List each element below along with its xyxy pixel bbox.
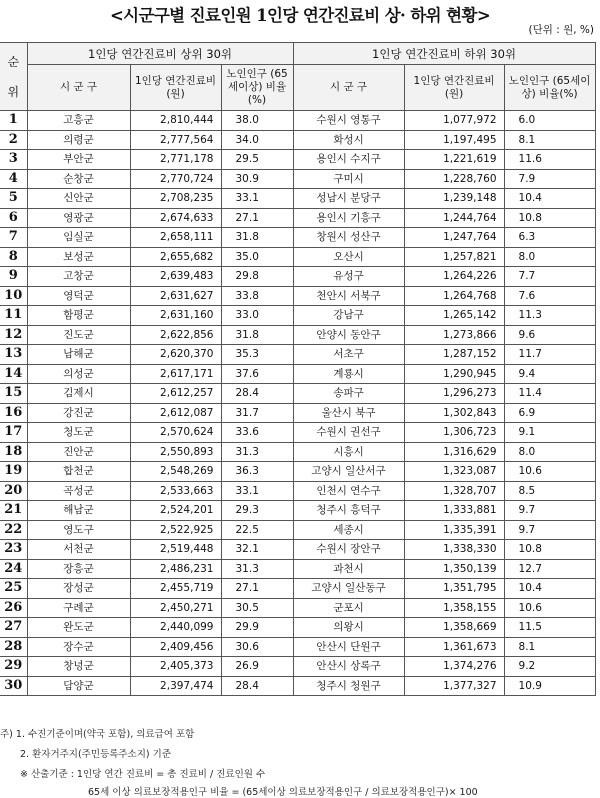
bottom-ratio-cell: 11.3 [504, 306, 595, 326]
top-ratio-cell: 33.6 [221, 423, 293, 443]
top-region-cell: 장성군 [27, 579, 130, 599]
bottom-cost-cell: 1,287,152 [404, 345, 504, 365]
top-cost-cell: 2,771,178 [130, 150, 221, 170]
bottom-region-cell: 수원시 권선구 [293, 423, 404, 443]
bottom-region-cell: 구미시 [293, 169, 404, 189]
table-row [0, 462, 595, 482]
rank-cell: 28 [0, 637, 27, 657]
bottom-ratio-cell: 6.0 [504, 111, 595, 131]
bottom-group-header: 1인당 연간진료비 하위 30위 [293, 43, 595, 65]
top-cost-cell: 2,440,099 [130, 618, 221, 638]
table-row [0, 208, 595, 228]
rank-cell: 20 [0, 481, 27, 501]
bottom-ratio-cell: 10.6 [504, 598, 595, 618]
rank-cell: 26 [0, 598, 27, 618]
top-cost-cell: 2,658,111 [130, 228, 221, 248]
top-region-cell: 완도군 [27, 618, 130, 638]
top-cost-cell: 2,617,171 [130, 364, 221, 384]
top-ratio-cell: 31.3 [221, 442, 293, 462]
bottom-cost-cell: 1,306,723 [404, 423, 504, 443]
top-ratio-cell: 35.0 [221, 247, 293, 267]
top-region-cell: 고흥군 [27, 111, 130, 131]
top-region-cell: 장흥군 [27, 559, 130, 579]
bottom-region-cell: 시흥시 [293, 442, 404, 462]
bottom-region-cell: 인천시 연수구 [293, 481, 404, 501]
bottom-region-cell: 계룡시 [293, 364, 404, 384]
top-region-cell: 장수군 [27, 637, 130, 657]
top-region-cell: 의성군 [27, 364, 130, 384]
bottom-region-cell: 고양시 일산동구 [293, 579, 404, 599]
bottom-cost-cell: 1,335,391 [404, 520, 504, 540]
table-row [0, 676, 595, 696]
footnote-2: 2. 환자거주지(주민등록주소지) 기준 [20, 749, 171, 760]
bottom-ratio-cell: 11.5 [504, 618, 595, 638]
bottom-ratio-cell: 8.1 [504, 130, 595, 150]
bottom-ratio-cell: 6.3 [504, 228, 595, 248]
bottom-ratio-cell: 7.9 [504, 169, 595, 189]
top-ratio-cell: 28.4 [221, 384, 293, 404]
bottom-ratio-cell: 8.0 [504, 247, 595, 267]
top-ratio-cell: 30.9 [221, 169, 293, 189]
bottom-cost-cell: 1,333,881 [404, 501, 504, 521]
top-cost-cell: 2,770,724 [130, 169, 221, 189]
top-group-header: 1인당 연간진료비 상위 30위 [27, 43, 293, 65]
top-region-cell: 창녕군 [27, 657, 130, 677]
bottom-ratio-cell: 6.9 [504, 403, 595, 423]
top-region-cell: 영도구 [27, 520, 130, 540]
top-ratio-cell: 29.5 [221, 150, 293, 170]
table-row [0, 598, 595, 618]
top-region-header: 시 군 구 [27, 65, 130, 111]
bottom-cost-header: 1인당 연간진료비 (원) [404, 65, 504, 111]
unit-label: (단위 : 원, %) [528, 24, 594, 36]
bottom-cost-cell: 1,302,843 [404, 403, 504, 423]
bottom-ratio-cell: 10.8 [504, 540, 595, 560]
page-title: <시군구별 진료인원 1인당 연간진료비 상· 하위 현황> [109, 6, 491, 25]
top-region-cell: 함평군 [27, 306, 130, 326]
top-region-cell: 남해군 [27, 345, 130, 365]
top-ratio-cell: 33.1 [221, 481, 293, 501]
ranking-table [0, 42, 596, 696]
rank-cell: 11 [0, 306, 27, 326]
table-row [0, 286, 595, 306]
bottom-region-cell: 용인시 기흥구 [293, 208, 404, 228]
rank-cell: 1 [0, 111, 27, 131]
top-ratio-cell: 31.7 [221, 403, 293, 423]
table-row [0, 111, 595, 131]
bottom-region-cell: 안산시 상록구 [293, 657, 404, 677]
top-region-cell: 진도군 [27, 325, 130, 345]
top-ratio-cell: 27.1 [221, 579, 293, 599]
rank-cell: 21 [0, 501, 27, 521]
rank-cell: 10 [0, 286, 27, 306]
top-region-cell: 부안군 [27, 150, 130, 170]
rank-cell: 17 [0, 423, 27, 443]
rank-cell: 9 [0, 267, 27, 287]
bottom-cost-cell: 1,351,795 [404, 579, 504, 599]
table-row [0, 618, 595, 638]
bottom-cost-cell: 1,221,619 [404, 150, 504, 170]
bottom-cost-cell: 1,377,327 [404, 676, 504, 696]
top-ratio-cell: 32.1 [221, 540, 293, 560]
top-cost-cell: 2,409,456 [130, 637, 221, 657]
top-ratio-cell: 36.3 [221, 462, 293, 482]
bottom-region-cell: 강남구 [293, 306, 404, 326]
top-cost-cell: 2,455,719 [130, 579, 221, 599]
table-row [0, 247, 595, 267]
bottom-cost-cell: 1,239,148 [404, 189, 504, 209]
top-ratio-cell: 29.8 [221, 267, 293, 287]
bottom-cost-cell: 1,374,276 [404, 657, 504, 677]
bottom-ratio-cell: 10.4 [504, 189, 595, 209]
table-row [0, 364, 595, 384]
table-row [0, 306, 595, 326]
table-row [0, 481, 595, 501]
rank-cell: 5 [0, 189, 27, 209]
top-cost-cell: 2,612,257 [130, 384, 221, 404]
footnote-3: ※ 산출기준 : 1인당 연간 진료비 = 총 진료비 / 진료인원 수 [20, 769, 266, 780]
top-ratio-cell: 29.3 [221, 501, 293, 521]
top-ratio-cell: 30.5 [221, 598, 293, 618]
bottom-region-header: 시 군 구 [293, 65, 404, 111]
top-cost-cell: 2,405,373 [130, 657, 221, 677]
top-cost-cell: 2,548,269 [130, 462, 221, 482]
top-cost-cell: 2,519,448 [130, 540, 221, 560]
bottom-ratio-cell: 8.0 [504, 442, 595, 462]
bottom-cost-cell: 1,247,764 [404, 228, 504, 248]
bottom-cost-cell: 1,350,139 [404, 559, 504, 579]
top-cost-cell: 2,631,627 [130, 286, 221, 306]
bottom-region-cell: 울산시 북구 [293, 403, 404, 423]
table-row [0, 559, 595, 579]
bottom-region-cell: 용인시 수지구 [293, 150, 404, 170]
table-row [0, 169, 595, 189]
top-ratio-cell: 35.3 [221, 345, 293, 365]
rank-cell: 6 [0, 208, 27, 228]
bottom-region-cell: 청주시 흥덕구 [293, 501, 404, 521]
table-row [0, 579, 595, 599]
bottom-cost-cell: 1,273,866 [404, 325, 504, 345]
top-ratio-cell: 27.1 [221, 208, 293, 228]
bottom-region-cell: 수원시 영통구 [293, 111, 404, 131]
rank-cell: 23 [0, 540, 27, 560]
bottom-ratio-cell: 11.6 [504, 150, 595, 170]
top-cost-cell: 2,397,474 [130, 676, 221, 696]
table-row [0, 637, 595, 657]
top-ratio-cell: 33.8 [221, 286, 293, 306]
footnote-1: 주) 1. 수진기준이며(약국 포함), 의료급여 포함 [0, 729, 195, 740]
top-region-cell: 곡성군 [27, 481, 130, 501]
bottom-region-cell: 송파구 [293, 384, 404, 404]
table-row [0, 540, 595, 560]
top-region-cell: 구례군 [27, 598, 130, 618]
table-row [0, 501, 595, 521]
bottom-ratio-cell: 10.8 [504, 208, 595, 228]
top-cost-cell: 2,622,856 [130, 325, 221, 345]
bottom-ratio-cell: 10.4 [504, 579, 595, 599]
bottom-cost-cell: 1,316,629 [404, 442, 504, 462]
top-ratio-cell: 31.3 [221, 559, 293, 579]
top-ratio-cell: 34.0 [221, 130, 293, 150]
top-ratio-cell: 38.0 [221, 111, 293, 131]
top-cost-cell: 2,639,483 [130, 267, 221, 287]
bottom-region-cell: 세종시 [293, 520, 404, 540]
top-cost-cell: 2,524,201 [130, 501, 221, 521]
table-row [0, 384, 595, 404]
top-ratio-cell: 28.4 [221, 676, 293, 696]
bottom-ratio-cell: 8.5 [504, 481, 595, 501]
top-cost-cell: 2,522,925 [130, 520, 221, 540]
table-row [0, 345, 595, 365]
rank-cell: 27 [0, 618, 27, 638]
top-region-cell: 서천군 [27, 540, 130, 560]
top-region-cell: 김제시 [27, 384, 130, 404]
bottom-ratio-cell: 9.7 [504, 520, 595, 540]
table-row [0, 189, 595, 209]
rank-cell: 2 [0, 130, 27, 150]
top-region-cell: 의령군 [27, 130, 130, 150]
rank-cell: 12 [0, 325, 27, 345]
top-ratio-cell: 31.8 [221, 228, 293, 248]
table-row [0, 130, 595, 150]
top-cost-cell: 2,810,444 [130, 111, 221, 131]
top-ratio-header: 노인인구 (65세이상) 비율(%) [221, 65, 293, 111]
top-ratio-cell: 33.0 [221, 306, 293, 326]
table-row [0, 442, 595, 462]
rank-cell: 4 [0, 169, 27, 189]
bottom-ratio-cell: 10.9 [504, 676, 595, 696]
rank-cell: 16 [0, 403, 27, 423]
bottom-cost-cell: 1,296,273 [404, 384, 504, 404]
bottom-cost-cell: 1,244,764 [404, 208, 504, 228]
bottom-ratio-cell: 9.6 [504, 325, 595, 345]
top-cost-cell: 2,612,087 [130, 403, 221, 423]
bottom-ratio-cell: 7.7 [504, 267, 595, 287]
top-cost-cell: 2,708,235 [130, 189, 221, 209]
bottom-region-cell: 오산시 [293, 247, 404, 267]
top-cost-cell: 2,674,633 [130, 208, 221, 228]
rank-cell: 25 [0, 579, 27, 599]
table-row [0, 520, 595, 540]
rank-cell: 18 [0, 442, 27, 462]
table-row [0, 267, 595, 287]
rank-cell: 14 [0, 364, 27, 384]
top-cost-cell: 2,655,682 [130, 247, 221, 267]
top-region-cell: 보성군 [27, 247, 130, 267]
bottom-cost-cell: 1,358,669 [404, 618, 504, 638]
bottom-cost-cell: 1,338,330 [404, 540, 504, 560]
bottom-cost-cell: 1,257,821 [404, 247, 504, 267]
bottom-region-cell: 창원시 성산구 [293, 228, 404, 248]
rank-cell: 29 [0, 657, 27, 677]
table-row [0, 228, 595, 248]
top-region-cell: 신안군 [27, 189, 130, 209]
top-region-cell: 영덕군 [27, 286, 130, 306]
bottom-cost-cell: 1,077,972 [404, 111, 504, 131]
bottom-region-cell: 유성구 [293, 267, 404, 287]
top-cost-cell: 2,550,893 [130, 442, 221, 462]
top-region-cell: 담양군 [27, 676, 130, 696]
top-cost-header: 1인당 연간진료비 (원) [130, 65, 221, 111]
rank-cell: 7 [0, 228, 27, 248]
bottom-ratio-cell: 9.4 [504, 364, 595, 384]
bottom-ratio-cell: 12.7 [504, 559, 595, 579]
bottom-cost-cell: 1,264,226 [404, 267, 504, 287]
bottom-region-cell: 의왕시 [293, 618, 404, 638]
top-ratio-cell: 37.6 [221, 364, 293, 384]
bottom-ratio-cell: 9.1 [504, 423, 595, 443]
rank-cell: 13 [0, 345, 27, 365]
top-ratio-cell: 29.9 [221, 618, 293, 638]
top-region-cell: 임실군 [27, 228, 130, 248]
bottom-ratio-cell: 11.4 [504, 384, 595, 404]
bottom-region-cell: 안양시 동안구 [293, 325, 404, 345]
bottom-ratio-cell: 9.7 [504, 501, 595, 521]
top-region-cell: 순창군 [27, 169, 130, 189]
table-body [0, 111, 595, 696]
rank-cell: 19 [0, 462, 27, 482]
bottom-region-cell: 수원시 장안구 [293, 540, 404, 560]
bottom-ratio-cell: 11.7 [504, 345, 595, 365]
table-row [0, 423, 595, 443]
top-ratio-cell: 26.9 [221, 657, 293, 677]
top-region-cell: 영광군 [27, 208, 130, 228]
top-region-cell: 강진군 [27, 403, 130, 423]
rank-cell: 30 [0, 676, 27, 696]
footnote-4: 65세 이상 의료보장적용인구 비율 = (65세이상 의료보장적용인구 / 의료보장적용인구)× 100 [88, 787, 478, 798]
bottom-ratio-cell: 8.1 [504, 637, 595, 657]
bottom-cost-cell: 1,197,495 [404, 130, 504, 150]
rank-cell: 15 [0, 384, 27, 404]
bottom-cost-cell: 1,328,707 [404, 481, 504, 501]
bottom-cost-cell: 1,228,760 [404, 169, 504, 189]
top-cost-cell: 2,570,624 [130, 423, 221, 443]
top-cost-cell: 2,486,231 [130, 559, 221, 579]
bottom-ratio-header: 노인인구 (65세이상) 비율(%) [504, 65, 595, 111]
bottom-region-cell: 군포시 [293, 598, 404, 618]
bottom-region-cell: 성남시 분당구 [293, 189, 404, 209]
rank-cell: 3 [0, 150, 27, 170]
top-cost-cell: 2,533,663 [130, 481, 221, 501]
bottom-cost-cell: 1,290,945 [404, 364, 504, 384]
bottom-region-cell: 청주시 청원구 [293, 676, 404, 696]
bottom-cost-cell: 1,358,155 [404, 598, 504, 618]
top-region-cell: 청도군 [27, 423, 130, 443]
top-ratio-cell: 33.1 [221, 189, 293, 209]
bottom-region-cell: 화성시 [293, 130, 404, 150]
bottom-ratio-cell: 10.6 [504, 462, 595, 482]
bottom-region-cell: 안산시 단원구 [293, 637, 404, 657]
top-region-cell: 진안군 [27, 442, 130, 462]
bottom-ratio-cell: 7.6 [504, 286, 595, 306]
top-region-cell: 해남군 [27, 501, 130, 521]
top-ratio-cell: 30.6 [221, 637, 293, 657]
table-row [0, 325, 595, 345]
top-ratio-cell: 31.8 [221, 325, 293, 345]
bottom-region-cell: 천안시 서북구 [293, 286, 404, 306]
rank-cell: 22 [0, 520, 27, 540]
top-region-cell: 합천군 [27, 462, 130, 482]
table-row [0, 403, 595, 423]
table-row [0, 150, 595, 170]
rank-cell: 8 [0, 247, 27, 267]
rank-header: 순 위 [0, 43, 27, 111]
bottom-cost-cell: 1,361,673 [404, 637, 504, 657]
bottom-region-cell: 고양시 일산서구 [293, 462, 404, 482]
table-row [0, 657, 595, 677]
bottom-ratio-cell: 9.2 [504, 657, 595, 677]
top-cost-cell: 2,631,160 [130, 306, 221, 326]
top-region-cell: 고창군 [27, 267, 130, 287]
bottom-region-cell: 과천시 [293, 559, 404, 579]
rank-cell: 24 [0, 559, 27, 579]
top-cost-cell: 2,777,564 [130, 130, 221, 150]
bottom-cost-cell: 1,323,087 [404, 462, 504, 482]
top-cost-cell: 2,620,370 [130, 345, 221, 365]
bottom-region-cell: 서초구 [293, 345, 404, 365]
top-cost-cell: 2,450,271 [130, 598, 221, 618]
top-ratio-cell: 22.5 [221, 520, 293, 540]
bottom-cost-cell: 1,264,768 [404, 286, 504, 306]
bottom-cost-cell: 1,265,142 [404, 306, 504, 326]
